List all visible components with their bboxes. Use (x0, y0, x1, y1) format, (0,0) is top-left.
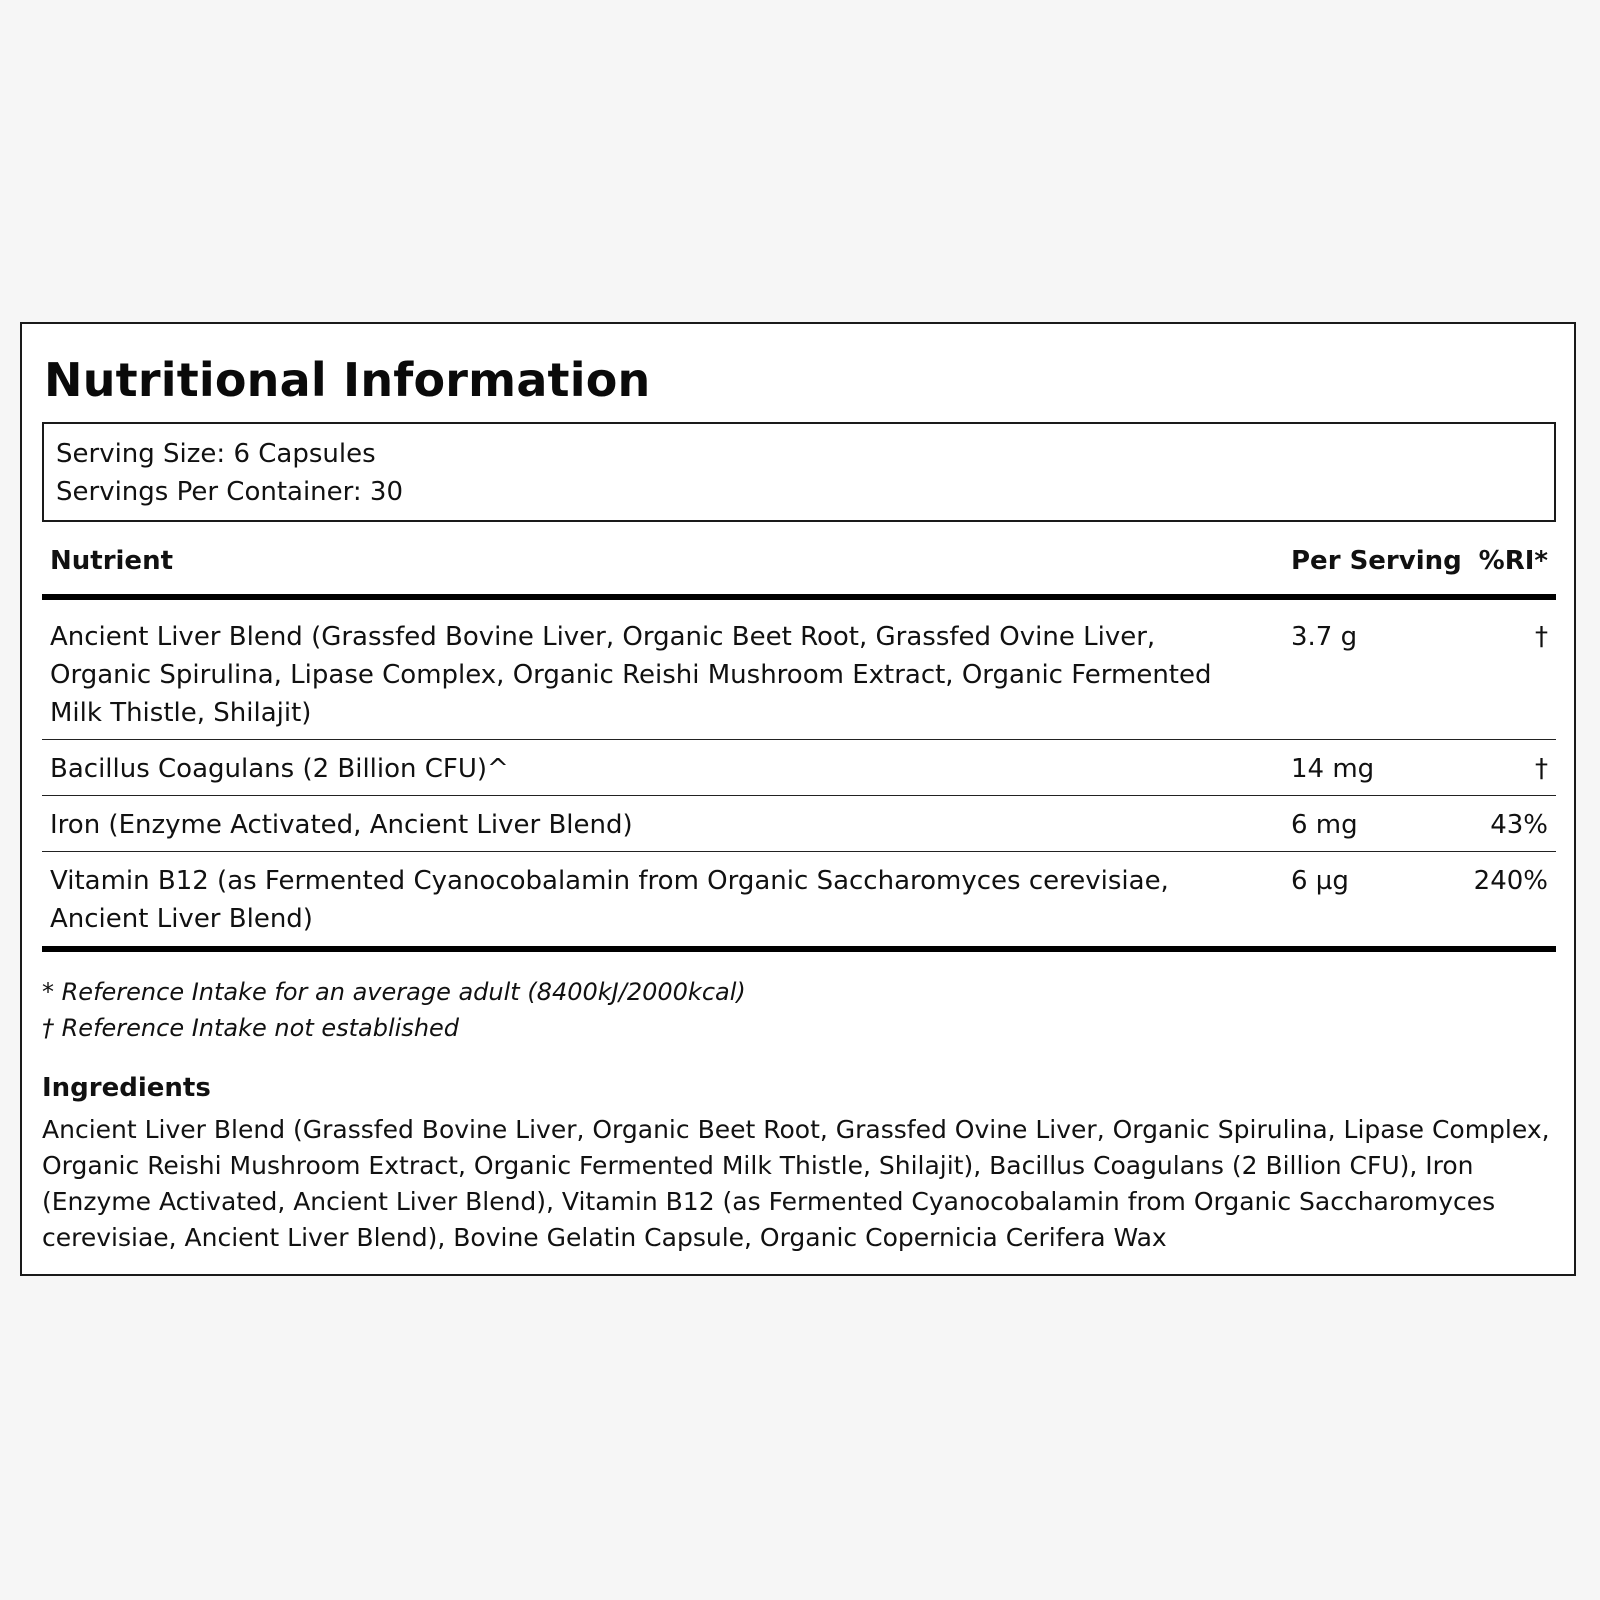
table-row (42, 796, 1556, 852)
nutrient-ri: † (1451, 597, 1556, 740)
nutrient-amount: 3.7 g (1281, 597, 1451, 740)
table-row (42, 852, 1556, 950)
nutrient-ri: † (1451, 740, 1556, 796)
nutrient-ri: 43% (1451, 796, 1556, 852)
servings-per-container: Servings Per Container: 30 (56, 477, 404, 507)
nutrient-name: Iron (Enzyme Activated, Ancient Liver Blend) (42, 796, 1281, 852)
ingredients-heading: Ingredients (42, 1073, 211, 1103)
nutrition-label-panel (20, 322, 1576, 1276)
nutrient-amount: 6 µg (1281, 852, 1451, 950)
nutrient-name: Bacillus Coagulans (2 Billion CFU)^ (42, 740, 1281, 796)
nutrient-amount: 14 mg (1281, 740, 1451, 796)
nutrient-amount: 6 mg (1281, 796, 1451, 852)
footnotes (42, 974, 1556, 1046)
footnote-reference-intake: * Reference Intake for an average adult (8400kJ/2000kcal) (42, 978, 746, 1006)
header-ri: %RI* (1451, 528, 1556, 597)
serving-size: Serving Size: 6 Capsules (56, 439, 376, 469)
nutrient-name: Vitamin B12 (as Fermented Cyanocobalamin from Organic Saccharomyces cerevisiae, Ancient Liver Blend) (42, 852, 1281, 950)
footnote-not-established: † Reference Intake not established (42, 1014, 460, 1042)
ingredients-text: Ancient Liver Blend (Grassfed Bovine Liver, Organic Beet Root, Grassfed Ovine Liver, Organic Spirulina, Lipase Complex, Organic Reishi Mushroom Extract, Organic Fermented Milk Thistle, Shilajit), Bacillus Coagulans (2 Billion CFU), Iron (Enzyme Activated, Ancient Liver Blend), Vitamin B12 (as Fermented Cyanocobalamin from Organic Saccharomyces cerevisiae, Ancient Liver Blend), Bovine Gelatin Capsule, Organic Copernicia Cerifera Wax (42, 1115, 1550, 1252)
table-row (42, 597, 1556, 740)
serving-info-box (42, 422, 1556, 522)
table-row (42, 740, 1556, 796)
nutrient-name: Ancient Liver Blend (Grassfed Bovine Liver, Organic Beet Root, Grassfed Ovine Liver, Organic Spirulina, Lipase Complex, Organic Reishi Mushroom Extract, Organic Fermented Milk Thistle, Shilajit) (42, 597, 1281, 740)
nutrient-ri: 240% (1451, 852, 1556, 950)
page-title: Nutritional Information (44, 353, 651, 407)
header-nutrient: Nutrient (42, 528, 1281, 597)
table-header-row (42, 528, 1556, 597)
nutrient-table (42, 528, 1556, 952)
header-per-serving: Per Serving (1281, 528, 1451, 597)
